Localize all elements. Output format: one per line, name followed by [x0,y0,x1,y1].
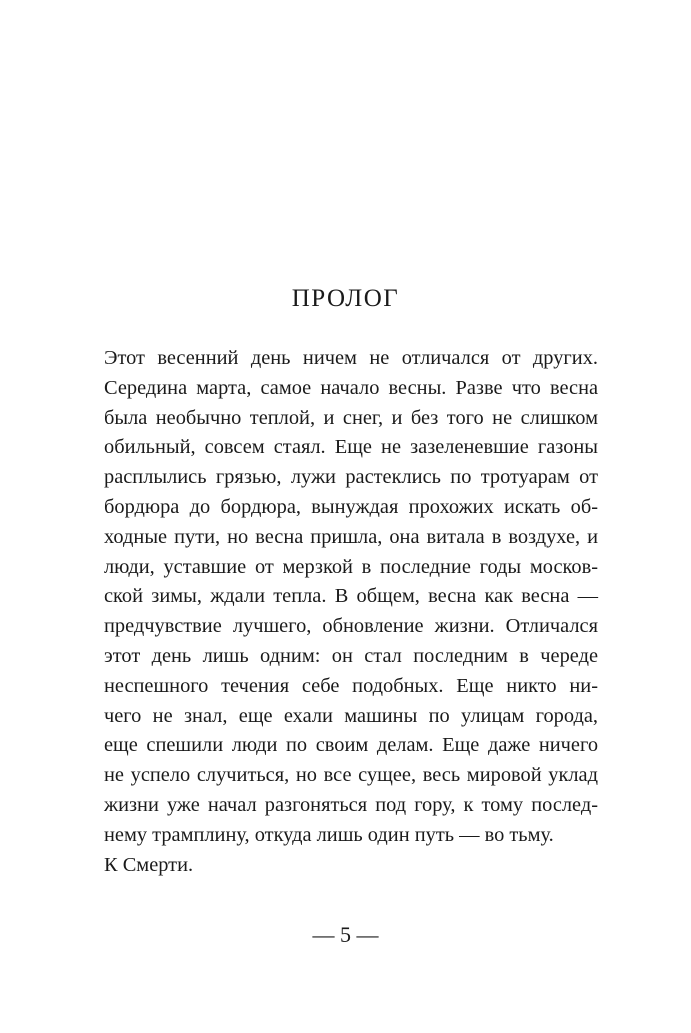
text-line: бордюра до бордюра, вынуждая прохожих искать об- [104,495,599,518]
text-line: этот день лишь одним: он стал последним в череде [104,644,598,667]
text-line: люди, уставшие от мерзкой в последние годы москов- [104,555,598,578]
text-line: была необычно теплой, и снег, и без того не слишком [104,406,598,429]
text-line: Середина марта, самое начало весны. Разве что весна [104,376,599,399]
chapter-title: ПРОЛОГ [291,285,400,312]
paragraph-2 [104,851,598,881]
text-line: Этот весенний день ничем не отличался от других. [104,347,598,369]
text-line: ской зимы, ждали тепла. В общем, весна как весна — [104,585,599,608]
text-line: нему трамплину, откуда лишь один путь — во тьму. [104,823,554,846]
text-line: обильный, совсем стаял. Еще не зазеленевшие газоны [104,436,598,459]
page-number: — 5 — [312,922,379,947]
text-line: предчувствие лучшего, обновление жизни. Отличался [104,615,598,638]
paragraph-1 [104,344,598,851]
text-line: К Смерти. [104,853,194,876]
text-line: не успело случиться, но все сущее, весь мировой уклад [104,764,598,787]
text-line: еще спешили люди по своим делам. Еще даже ничего [104,734,599,757]
text-line: чего не знал, еще ехали машины по улицам города, [104,704,599,727]
text-line: расплылись грязью, лужи растеклись по тротуарам от [104,466,598,489]
text-line: жизни уже начал разгоняться под гору, к тому послед- [104,793,598,816]
text-line: ходные пути, но весна пришла, она витала в воздухе, и [104,525,599,548]
chapter-body [104,344,598,880]
text-line: неспешного течения себе подобных. Еще никто ни- [104,674,598,697]
